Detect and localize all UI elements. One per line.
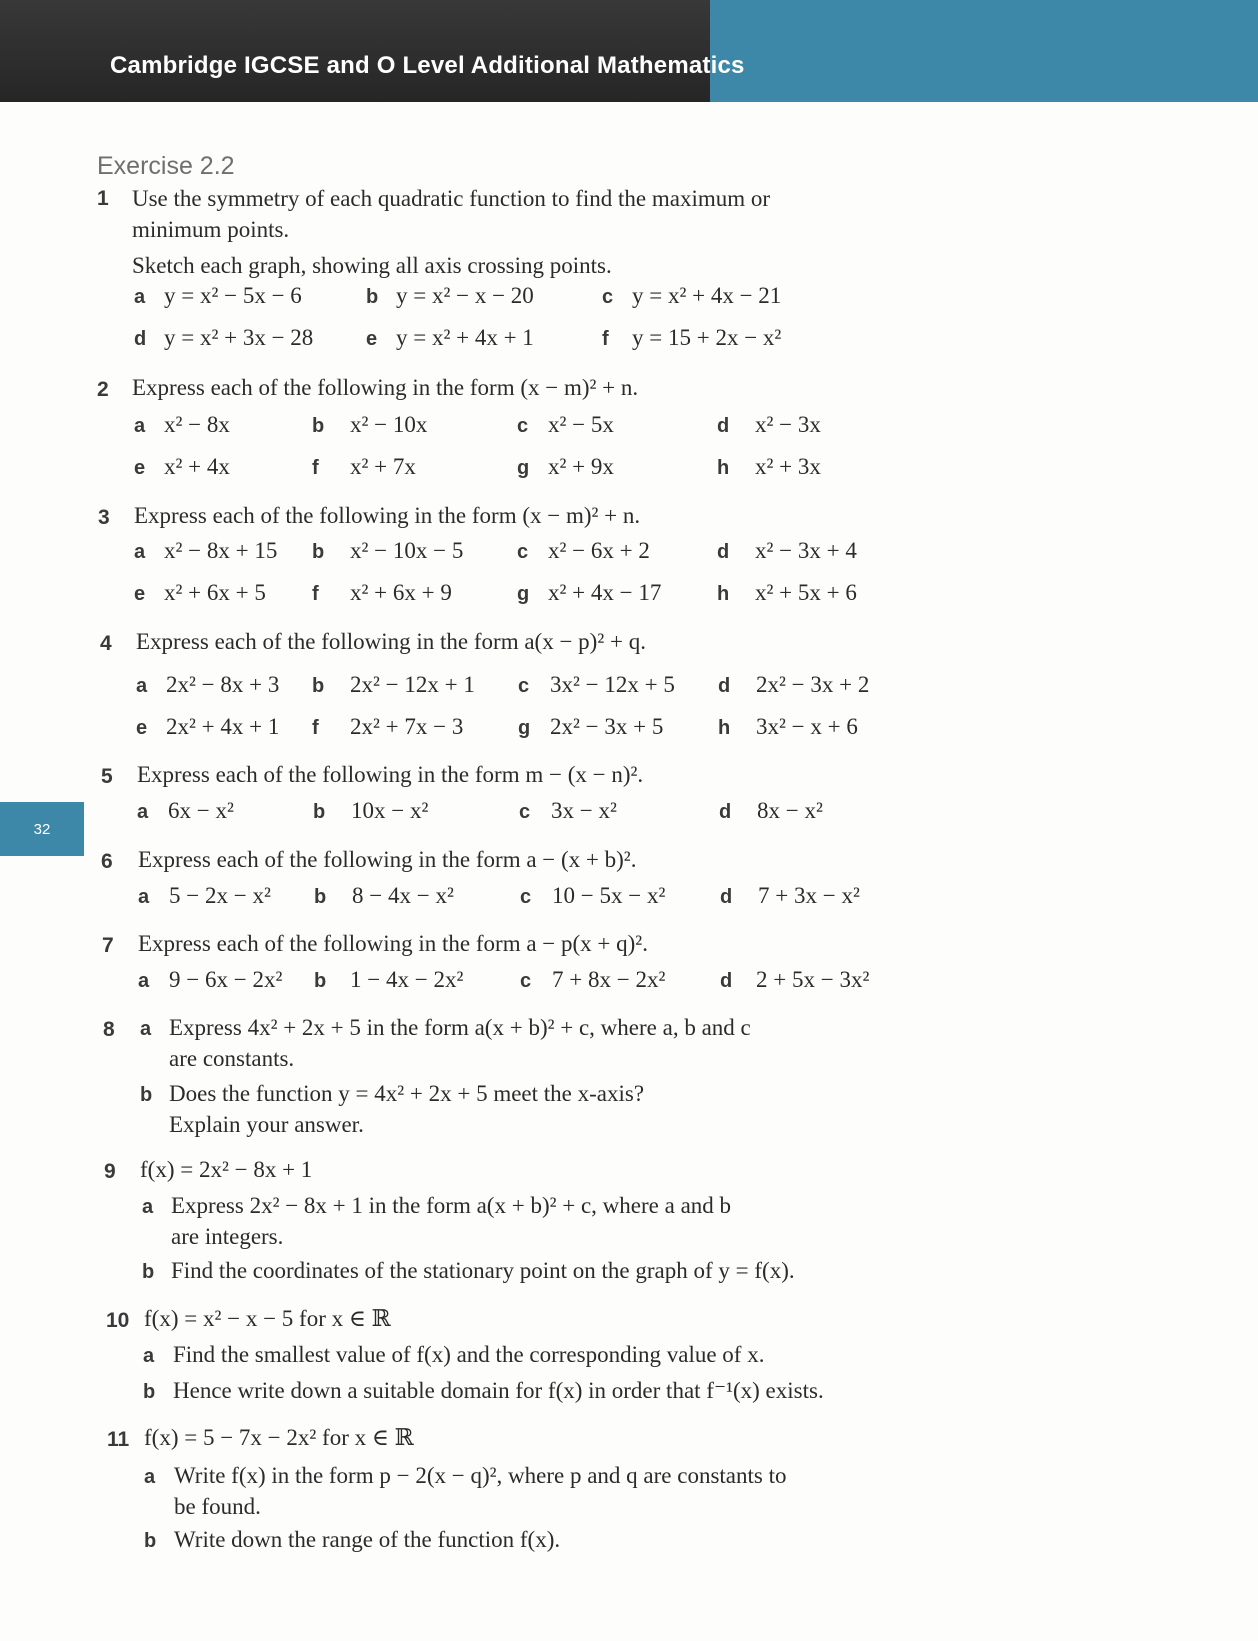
part-label: e xyxy=(134,583,146,605)
question-text: f(x) = 5 − 7x − 2x² for x ∈ ℝ xyxy=(144,1425,414,1450)
part-expression: x² + 6x + 9 xyxy=(350,580,452,605)
part-label: a xyxy=(138,970,150,992)
part-expression: y = x² + 3x − 28 xyxy=(164,325,314,350)
part-expression: x² − 8x xyxy=(164,412,230,437)
part-expression: 1 − 4x − 2x² xyxy=(350,967,464,992)
book-title: Cambridge IGCSE and O Level Additional Mathematics xyxy=(110,52,745,79)
part-label: b xyxy=(312,541,325,563)
question-text: Express each of the following in the form (x − m)² + n. xyxy=(134,503,641,528)
part-expression: x² + 9x xyxy=(548,454,614,479)
part-label: c xyxy=(519,801,531,823)
part-expression: 3x² − 12x + 5 xyxy=(550,672,675,697)
part-label: h xyxy=(718,717,731,739)
part-label: e xyxy=(134,457,146,479)
question-number: 10 xyxy=(106,1309,130,1332)
part-expression: 2x² + 7x − 3 xyxy=(350,714,464,739)
part-label: d xyxy=(719,801,732,823)
part-expression: 7 + 8x − 2x² xyxy=(552,967,666,992)
question-number: 5 xyxy=(101,765,113,788)
part-label: g xyxy=(517,457,530,479)
question-text: minimum points. xyxy=(132,217,290,242)
question-text: Express each of the following in the form (x − m)² + n. xyxy=(132,375,639,400)
question-number: 4 xyxy=(100,632,112,655)
part-expression: x² + 3x xyxy=(755,454,821,479)
part-label: f xyxy=(602,328,609,350)
part-expression: 5 − 2x − x² xyxy=(169,883,271,908)
part-expression: x² − 10x − 5 xyxy=(350,538,464,563)
part-label: b xyxy=(143,1381,156,1403)
part-expression: 9 − 6x − 2x² xyxy=(169,967,283,992)
part-text: Find the smallest value of f(x) and the corresponding value of x. xyxy=(173,1342,765,1367)
part-text: Hence write down a suitable domain for f(x) in order that f⁻¹(x) exists. xyxy=(173,1378,824,1403)
part-label: b xyxy=(312,675,325,697)
part-label: b xyxy=(142,1261,155,1283)
question-number: 8 xyxy=(103,1018,115,1041)
part-expression: 3x² − x + 6 xyxy=(756,714,858,739)
question-number: 7 xyxy=(102,934,114,957)
part-expression: x² + 6x + 5 xyxy=(164,580,266,605)
part-text: be found. xyxy=(174,1494,261,1519)
part-text: Express 2x² − 8x + 1 in the form a(x + b)² + c, where a and b xyxy=(171,1193,732,1218)
part-expression: 2x² − 3x + 2 xyxy=(756,672,870,697)
part-label: b xyxy=(366,286,379,308)
part-label: d xyxy=(720,886,733,908)
question-text: f(x) = 2x² − 8x + 1 xyxy=(140,1157,313,1182)
part-label: g xyxy=(518,717,531,739)
part-expression: x² + 5x + 6 xyxy=(755,580,857,605)
part-label: d xyxy=(717,415,730,437)
question-text: Express each of the following in the form m − (x − n)². xyxy=(137,762,644,787)
part-expression: x² + 4x xyxy=(164,454,230,479)
question-number: 11 xyxy=(107,1428,130,1451)
question-number: 9 xyxy=(104,1160,116,1183)
part-label: a xyxy=(134,541,146,563)
part-label: a xyxy=(137,801,149,823)
question-number: 6 xyxy=(101,850,113,873)
page-number-tab: 32 xyxy=(0,802,84,856)
header-accent-bar xyxy=(710,0,1258,102)
question-text: Express each of the following in the form a − p(x + q)². xyxy=(138,931,648,956)
part-expression: x² − 6x + 2 xyxy=(548,538,650,563)
question-number: 1 xyxy=(97,187,109,210)
part-expression: 8 − 4x − x² xyxy=(352,883,454,908)
part-label: d xyxy=(134,328,147,350)
part-label: b xyxy=(144,1530,157,1552)
part-expression: 2x² − 3x + 5 xyxy=(550,714,664,739)
part-label: e xyxy=(366,328,378,350)
part-label: b xyxy=(313,801,326,823)
part-label: b xyxy=(312,415,325,437)
part-text: Express 4x² + 2x + 5 in the form a(x + b)² + c, where a, b and c xyxy=(169,1015,751,1040)
question-text: Express each of the following in the form a − (x + b)². xyxy=(138,847,637,872)
part-expression: 8x − x² xyxy=(757,798,823,823)
part-label: c xyxy=(520,886,532,908)
part-text: Find the coordinates of the stationary point on the graph of y = f(x). xyxy=(171,1258,795,1283)
question-number: 2 xyxy=(97,378,109,401)
part-label: e xyxy=(136,717,148,739)
part-text: are integers. xyxy=(171,1224,284,1249)
part-expression: 6x − x² xyxy=(168,798,234,823)
part-expression: y = x² − 5x − 6 xyxy=(164,283,302,308)
part-expression: y = x² + 4x + 1 xyxy=(396,325,534,350)
part-label: a xyxy=(142,1196,154,1218)
part-label: d xyxy=(718,675,731,697)
exercise-heading: Exercise 2.2 xyxy=(97,152,235,180)
part-label: f xyxy=(312,583,319,605)
part-label: c xyxy=(602,286,614,308)
question-text: Sketch each graph, showing all axis crossing points. xyxy=(132,253,612,278)
part-label: g xyxy=(517,583,530,605)
part-expression: x² − 3x xyxy=(755,412,821,437)
header-banner xyxy=(0,0,710,102)
question-text: Use the symmetry of each quadratic function to find the maximum or xyxy=(132,186,771,211)
part-label: a xyxy=(140,1018,152,1040)
part-label: f xyxy=(312,717,319,739)
part-text: Explain your answer. xyxy=(169,1112,364,1137)
part-expression: y = x² − x − 20 xyxy=(396,283,534,308)
part-expression: x² − 3x + 4 xyxy=(755,538,857,563)
question-number: 3 xyxy=(98,506,110,529)
part-text: Does the function y = 4x² + 2x + 5 meet the x-axis? xyxy=(169,1081,645,1106)
part-expression: x² + 4x − 17 xyxy=(548,580,662,605)
part-expression: 2x² − 12x + 1 xyxy=(350,672,475,697)
part-label: d xyxy=(717,541,730,563)
part-expression: x² − 10x xyxy=(350,412,428,437)
part-expression: 10x − x² xyxy=(351,798,429,823)
part-label: a xyxy=(136,675,148,697)
part-expression: y = 15 + 2x − x² xyxy=(632,325,782,350)
part-label: b xyxy=(140,1084,153,1106)
part-expression: 3x − x² xyxy=(551,798,617,823)
part-expression: 2x² + 4x + 1 xyxy=(166,714,280,739)
part-label: a xyxy=(144,1466,156,1488)
part-label: d xyxy=(720,970,733,992)
part-label: a xyxy=(138,886,150,908)
part-expression: 10 − 5x − x² xyxy=(552,883,666,908)
question-text: f(x) = x² − x − 5 for x ∈ ℝ xyxy=(144,1306,391,1331)
part-expression: 2x² − 8x + 3 xyxy=(166,672,280,697)
part-text: are constants. xyxy=(169,1046,295,1071)
part-expression: x² − 5x xyxy=(548,412,614,437)
part-label: a xyxy=(143,1345,155,1367)
question-text: Express each of the following in the form a(x − p)² + q. xyxy=(136,629,646,654)
part-expression: x² + 7x xyxy=(350,454,416,479)
part-label: f xyxy=(312,457,319,479)
part-expression: y = x² + 4x − 21 xyxy=(632,283,782,308)
part-expression: 7 + 3x − x² xyxy=(758,883,860,908)
part-expression: x² − 8x + 15 xyxy=(164,538,278,563)
part-expression: 2 + 5x − 3x² xyxy=(756,967,870,992)
part-label: h xyxy=(717,457,730,479)
part-label: c xyxy=(518,675,530,697)
part-label: a xyxy=(134,286,146,308)
part-label: h xyxy=(717,583,730,605)
part-label: c xyxy=(520,970,532,992)
part-label: b xyxy=(314,886,327,908)
part-label: a xyxy=(134,415,146,437)
part-label: c xyxy=(517,541,529,563)
part-text: Write f(x) in the form p − 2(x − q)², where p and q are constants to xyxy=(174,1463,787,1488)
part-label: b xyxy=(314,970,327,992)
part-label: c xyxy=(517,415,529,437)
part-text: Write down the range of the function f(x). xyxy=(174,1527,561,1552)
